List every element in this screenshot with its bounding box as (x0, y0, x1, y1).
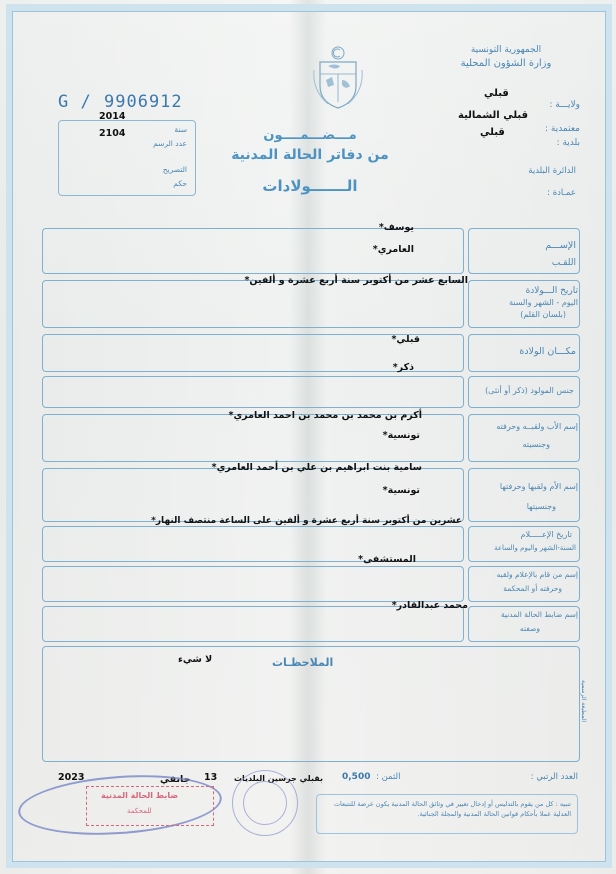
surname-label: اللقـب (551, 258, 576, 268)
officer-value-box (42, 606, 464, 642)
round-seal (232, 770, 298, 836)
declarant-value-box (42, 566, 464, 602)
officer-value: محمد عبدالقادر* (391, 600, 468, 611)
sex-value-box (42, 376, 464, 408)
delegation-label: معتمدية : (544, 124, 580, 134)
serial-number: 9906912 (104, 92, 183, 112)
birth-date-sub: اليوم - الشهر والسنة (509, 298, 578, 307)
issue-month: جانفي (160, 774, 191, 785)
stamp-title: ضابط الحالة المدنية (101, 791, 179, 800)
municipality-label: بلدية : (556, 138, 580, 148)
issue-day: 13 (204, 772, 218, 783)
birth-date-sub2: (بلسان القلم) (520, 310, 566, 319)
declaration-label: التصريح (162, 165, 187, 174)
stamp-text: للمحكمة (127, 807, 152, 815)
father-nationality-value: تونسية* (382, 430, 420, 441)
father-value: أكرم بن محمد بن محمد بن احمد العامري* (228, 410, 422, 421)
title-line1: مـــضـــمــــون (263, 128, 357, 143)
sex-label: جنس المولود (ذكر أو أنثى) (485, 386, 574, 395)
judgment-label: حكم (173, 179, 187, 188)
serial-prefix: G / (58, 92, 92, 112)
father-label: إسم الأب ولقبــه وحرفته (496, 422, 578, 431)
tax-label: العدد الرتبي : (530, 772, 578, 782)
header-authority (426, 44, 586, 70)
district-label: الدائرة البلدية (528, 166, 576, 176)
mother-label-box (468, 468, 580, 522)
delegation-value: قبلي الشمالية (458, 110, 529, 121)
governorate-value: قبلي (484, 88, 509, 99)
title-line2: من دفاتر الحالة المدنية (231, 147, 389, 163)
declaration-date-value: عشرين من أكتوبر سنة أربع عشرة و ألفين على الساعة منتصف النهار* (151, 516, 462, 526)
officer-label: إسم ضابط الحالة المدنية (500, 610, 578, 619)
sector-label: عمـادة : (547, 188, 576, 198)
birth-date-value: السابع عشر من أكتوبر سنة أربع عشرة و ألفين* (244, 275, 468, 286)
document-title (220, 128, 400, 195)
coat-of-arms-icon (310, 44, 366, 110)
mother-nationality-value: تونسية* (382, 485, 420, 496)
father-label2: وجنسيته (522, 440, 550, 449)
officer-stamp (86, 786, 214, 826)
birth-place-value: قبلي* (391, 334, 420, 345)
year-label: سنة (174, 125, 187, 134)
record-label: عدد الرسم (153, 139, 187, 148)
printer-label: المطبعة الرسمية (580, 680, 587, 723)
title-line3: الـــــــولادات (262, 177, 358, 195)
mother-value: سامية بنت ابراهيم بن علي بن أحمد العامري* (211, 462, 422, 473)
republic-label: الجمهورية التونسية (470, 45, 542, 55)
notice-box (316, 794, 578, 834)
birth-date-value-box (42, 280, 464, 328)
remarks-label: الملاحظـات (272, 656, 334, 669)
issue-year: 2023 (58, 772, 85, 783)
declarant-value: المستشفى* (358, 554, 416, 565)
price-label: الثمن : (376, 772, 401, 782)
birth-place-label: مكـــان الولادة (519, 346, 576, 357)
surname-value: العامري* (372, 244, 414, 255)
mother-label: إسم الأم ولقبها وحرفتها (499, 482, 578, 491)
first-name-value: يوسف* (378, 222, 414, 233)
mother-label2: وجنسيتها (526, 502, 556, 511)
municipality-value: قبلي (480, 127, 505, 138)
declaration-date-label2: السنة-الشهر واليوم والساعة (494, 544, 576, 552)
notice-text: تنبيه : كل من يقوم بالتدليس أو إدخال تغيير في وثائق الحالة المدنية يكون عرضة للتتبعات العدلية عملا بأحكام قوانين الحالة المدنية والمجلة الجنائية. (333, 800, 571, 818)
declaration-date-label: تاريخ الإعـــــلام (520, 530, 572, 539)
price-value: 0,500 (342, 772, 371, 782)
officer-label2: وصفته (519, 624, 540, 633)
sex-value: ذكر* (392, 362, 414, 373)
remarks-value: لا شيء (178, 654, 213, 665)
declarant-label2: وحرفته أو المحكمة (503, 584, 562, 593)
birth-date-label: تاريخ الـــولادة (525, 286, 578, 296)
ministry-label: وزارة الشؤون المحلية (460, 58, 552, 69)
governorate-label: ولايـــة : (549, 100, 580, 110)
name-label: الإســـم (545, 240, 576, 251)
issued-place: بقبلي جرسين البلديات (234, 774, 323, 783)
record-info-box (58, 111, 196, 196)
declarant-label: إسم من قام بالإعلام ولقبه (496, 570, 578, 579)
record-value: 2104 (99, 128, 126, 139)
year-value: 2014 (99, 111, 126, 122)
